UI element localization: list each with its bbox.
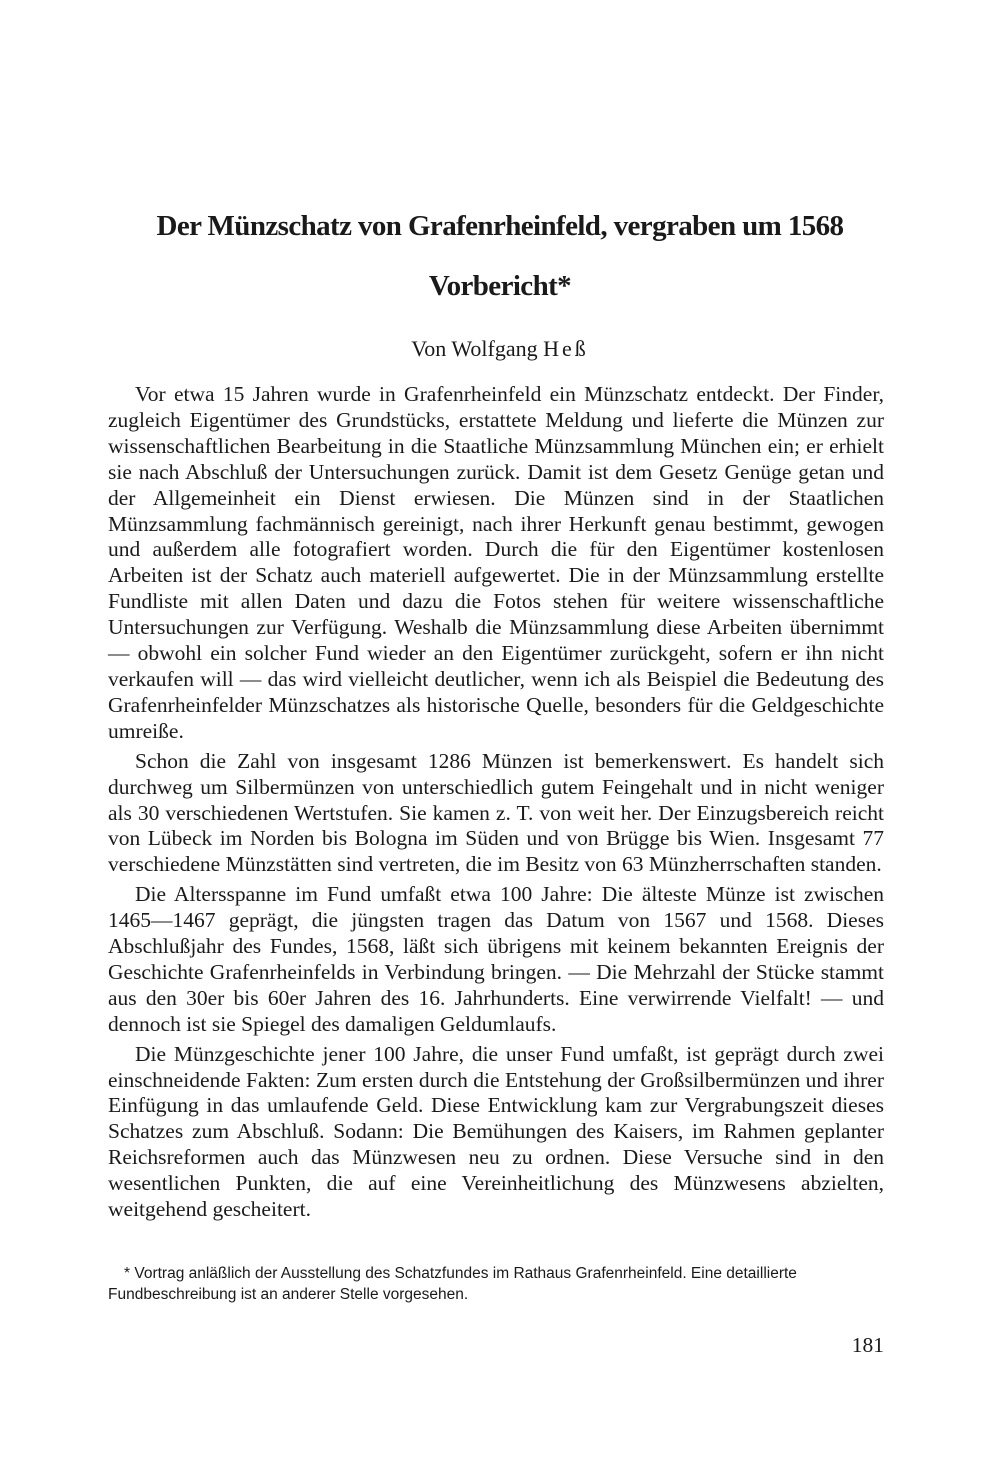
article-body	[108, 382, 884, 1227]
article-subtitle: Vorbericht*	[428, 270, 572, 302]
footnote: * Vortrag anläßlich der Ausstellung des Schatzfundes im Rathaus Grafenrheinfeld. Eine detaillierte Fundbeschreibung ist an anderer Stelle vorgesehen.	[108, 1265, 797, 1303]
paragraph-2: Schon die Zahl von insgesamt 1286 Münzen ist bemerkenswert. Es handelt sich durchweg um Silbermünzen von unterschiedlich gutem Feingehalt und in nicht weniger als 30 verschiedenen Wertstufen. Sie kamen z. T. von weit her. Der Einzugsbereich reicht von Lübeck im Norden bis Bologna im Süden und von Brügge bis Wien. Insgesamt 77 verschiedene Münzstätten sind vertreten, die im Besitz von 63 Münzherrschaften standen.	[108, 748, 884, 877]
author-prefix: Von Wolfgang	[411, 336, 544, 361]
paragraph-1: Vor etwa 15 Jahren wurde in Grafenrheinfeld ein Münzschatz entdeckt. Der Finder, zugleich Eigentümer des Grundstücks, erstattete Meldung und lieferte die Münzen zur wissenschaftlichen Bearbeitung in die Staatliche Münzsammlung München ein; er erhielt sie nach Abschluß der Untersuchungen zurück. Damit ist dem Gesetz Genüge getan und der Allgemeinheit ein Dienst erwiesen. Die Münzen sind in der Staatlichen Münzsammlung fachmännisch gereinigt, nach ihrer Herkunft genau bestimmt, gewogen und außerdem alle fotografiert worden. Durch die für den Eigentümer kostenlosen Arbeiten ist der Schatz auch materiell aufgewertet. Die in der Münzsammlung erstellte Fundliste mit allen Daten und dazu die Fotos stehen für weitere wissenschaftliche Untersuchungen zur Verfügung. Weshalb die Münzsammlung diese Arbeiten übernimmt — obwohl ein solcher Fund wieder an den Eigentümer zurückgeht, sofern er ihn nicht verkaufen will — das wird vielleicht deutlicher, wenn ich als Beispiel die Bedeutung des Grafenrheinfelder Münzschatzes als historische Quelle, besonders für die Geldgeschichte umreiße.	[108, 382, 884, 743]
page-number: 181	[851, 1333, 884, 1357]
author-surname: Heß	[543, 336, 589, 361]
paragraph-4: Die Münzgeschichte jener 100 Jahre, die unser Fund umfaßt, ist geprägt durch zwei einschneidende Fakten: Zum ersten durch die Entstehung der Großsilbermünzen und ihrer Einfügung in das umlaufende Geld. Diese Entwicklung kam zur Vergrabungszeit dieses Schatzes zum Abschluß. Sodann: Die Bemühungen des Kaisers, im Rahmen geplanter Reichsreformen auch das Münzwesen neu zu ordnen. Diese Versuche sind in den wesentlichen Punkten, die auf eine Vereinheitlichung des Münzwesens abzielten, weitgehend gescheitert.	[108, 1041, 884, 1222]
author-line	[110, 336, 890, 362]
article-title: Der Münzschatz von Grafenrheinfeld, vergraben um 1568	[156, 210, 844, 242]
paragraph-3: Die Altersspanne im Fund umfaßt etwa 100 Jahre: Die älteste Münze ist zwischen 1465—1467 geprägt, die jüngsten tragen das Datum von 1567 und 1568. Dieses Abschlußjahr des Fundes, 1568, läßt sich übrigens mit keinem bekannten Ereignis der Geschichte Grafenrheinfelds in Verbindung bringen. — Die Mehrzahl der Stücke stammt aus den 30er bis 60er Jahren des 16. Jahrhunderts. Eine verwirrende Vielfalt! — und dennoch ist sie Spiegel des damaligen Geldumlaufs.	[108, 882, 884, 1036]
